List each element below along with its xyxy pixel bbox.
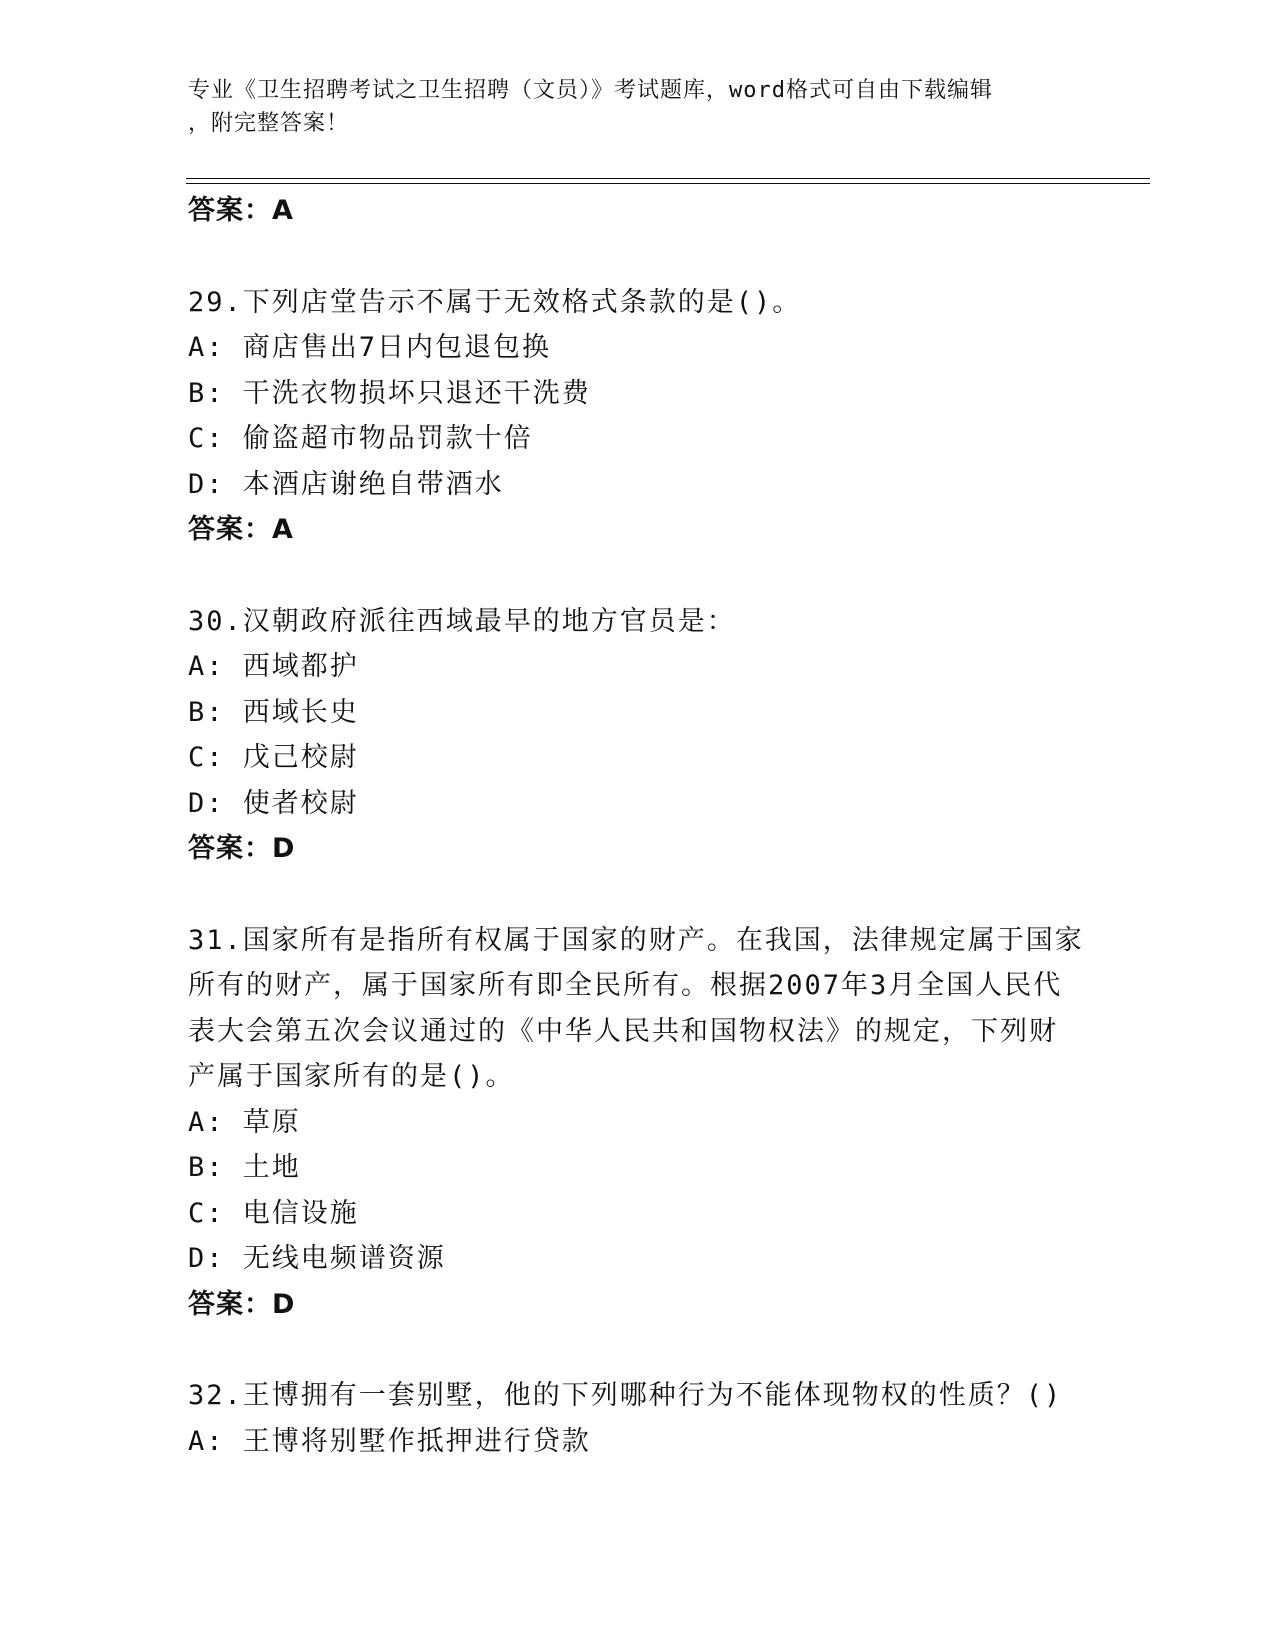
- question-31-option-a: A: 草原: [188, 1106, 301, 1138]
- document-header-note: [188, 74, 1068, 140]
- question-30-option-c: C: 戊己校尉: [188, 742, 359, 773]
- spacer: [188, 1327, 1088, 1373]
- question-31-stem-line-2: 所有的财产，属于国家所有即全民所有。根据2007年3月全国人民代: [188, 970, 1063, 1001]
- document-body: [188, 188, 1088, 1464]
- header-line-1: 专业《卫生招聘考试之卫生招聘（文员）》考试题库，word格式可自由下载编辑: [188, 78, 993, 103]
- question-32: [188, 1373, 1088, 1464]
- question-30-option-a: A: 西域都护: [188, 651, 359, 682]
- question-31: [188, 918, 1088, 1328]
- question-29-stem: 29.下列店堂告示不属于无效格式条款的是()。: [188, 286, 802, 318]
- question-31-option-b: B: 土地: [188, 1152, 301, 1183]
- question-29: [188, 280, 1088, 553]
- question-31-option-c: C: 电信设施: [188, 1197, 359, 1229]
- question-29-option-c: C: 偷盗超市物品罚款十倍: [188, 423, 533, 454]
- question-30-stem: 30.汉朝政府派往西域最早的地方官员是：: [188, 605, 736, 637]
- question-30-option-b: B: 西域长史: [188, 696, 359, 728]
- question-32-option-a: A: 王博将别墅作抵押进行贷款: [188, 1425, 591, 1457]
- spacer: [188, 553, 1088, 599]
- spacer: [188, 234, 1088, 280]
- question-31-answer: 答案：D: [188, 1288, 296, 1320]
- question-30-option-d: D: 使者校尉: [188, 787, 359, 819]
- question-29-option-d: D: 本酒店谢绝自带酒水: [188, 468, 504, 500]
- header-divider-bottom: [186, 183, 1150, 184]
- header-divider-top: [186, 178, 1150, 179]
- previous-question-answer: 答案：A: [188, 195, 294, 226]
- question-31-stem-line-3: 表大会第五次会议通过的《中华人民共和国物权法》的规定，下列财: [188, 1015, 1058, 1047]
- question-30: [188, 599, 1088, 872]
- spacer: [188, 872, 1088, 918]
- question-32-stem: 32.王博拥有一套别墅，他的下列哪种行为不能体现物权的性质？(): [188, 1380, 1063, 1411]
- question-29-answer: 答案：A: [188, 514, 294, 545]
- question-31-stem-line-4: 产属于国家所有的是()。: [188, 1061, 515, 1092]
- header-line-2: ，附完整答案！: [188, 111, 350, 136]
- question-31-option-d: D: 无线电频谱资源: [188, 1243, 446, 1274]
- question-31-stem-line-1: 31.国家所有是指所有权属于国家的财产。在我国，法律规定属于国家: [188, 924, 1084, 956]
- question-29-option-a: A: 商店售出7日内包退包换: [188, 332, 552, 363]
- question-29-option-b: B: 干洗衣物损坏只退还干洗费: [188, 377, 591, 409]
- question-30-answer: 答案：D: [188, 833, 296, 864]
